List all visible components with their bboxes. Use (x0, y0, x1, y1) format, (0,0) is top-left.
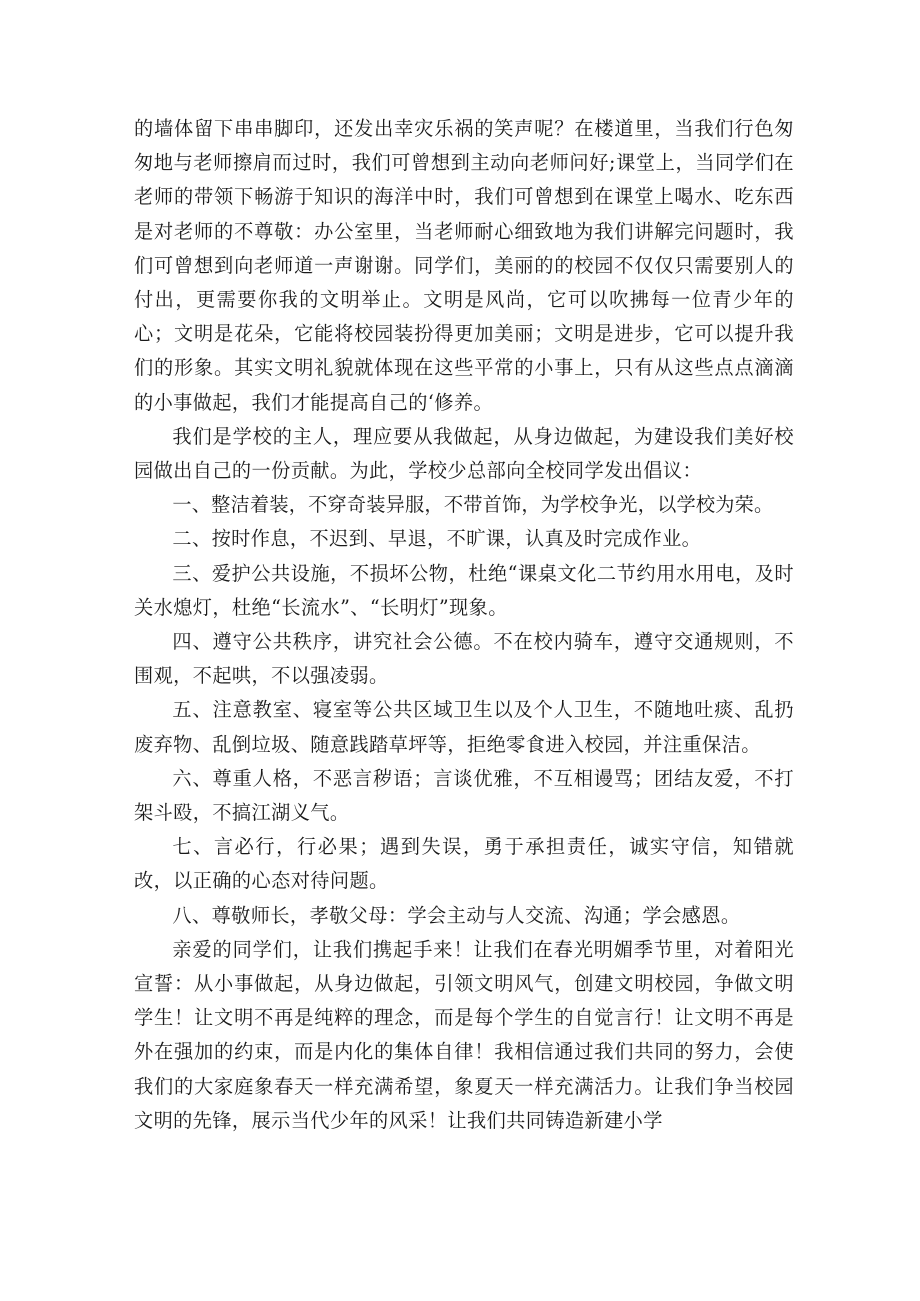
paragraph-civility-examples: 的墙体留下串串脚印，还发出幸灾乐祸的笑声呢？在楼道里，当我们行色匆匆地与老师擦肩而过时，我们可曾想到主动向老师问好;课堂上，当同学们在老师的带领下畅游于知识的海洋中时，我们可曾想到在课堂上喝水、吃东西是对老师的不尊敬：办公室里，当老师耐心细致地为我们讲解完问题时，我们可曾想到向老师道一声谢谢。同学们，美丽的的校园不仅仅只需要别人的付出，更需要你我的文明举止。文明是风尚，它可以吹拂每一位青少年的心；文明是花朵，它能将校园装扮得更加美丽；文明是进步，它可以提升我们的形象。其实文明礼貌就体现在这些平常的小事上，只有从这些点点滴滴的小事做起，我们才能提高自己的‘修养。 (134, 117, 794, 414)
document-body (134, 112, 794, 1138)
paragraph-item-1-dress: 一、整洁着装，不穿奇装异服，不带首饰，为学校争光，以学校为荣。 (172, 493, 774, 517)
paragraph-closing-call: 亲爱的同学们，让我们携起手来！让我们在春光明媚季节里，对着阳光宣誓：从小事做起，从身边做起，引领文明风气，创建文明校园，争做文明学生！让文明不再是纯粹的理念，而是每个学生的自觉言行！让文明不再是外在强加的约束，而是内化的集体自律！我相信通过我们共同的努力，会使我们的大家庭象春天一样充满希望，象夏天一样充满活力。让我们争当校园文明的先锋，展示当代少年的风采！让我们共同铸造新建小学 (134, 937, 794, 1132)
paragraph-item-6-respect: 六、尊重人格，不恶言秽语；言谈优雅，不互相谩骂；团结友爱，不打架斗殴，不搞江湖义气。 (134, 766, 794, 825)
paragraph-item-4-order: 四、遵守公共秩序，讲究社会公德。不在校内骑车，遵守交通规则，不围观，不起哄，不以强凌弱。 (134, 630, 794, 688)
paragraph-item-8-teachers-parents: 八、尊敬师长，孝敬父母：学会主动与人交流、沟通；学会感恩。 (172, 903, 741, 927)
paragraph-item-2-schedule: 二、按时作息，不迟到、早退，不旷课，认真及时完成作业。 (172, 527, 702, 551)
paragraph-item-5-hygiene: 五、注意教室、寝室等公共区域卫生以及个人卫生，不随地吐痰、乱扔废弃物、乱倒垃圾、随意践踏草坪等，拒绝零食进入校园，并注重保洁。 (134, 698, 794, 756)
paragraph-proposal-intro: 我们是学校的主人，理应要从我做起，从身边做起，为建设我们美好校园做出自己的一份贡献。为此，学校少总部向全校同学发出倡议： (134, 424, 794, 483)
paragraph-item-3-facilities: 三、爱护公共设施，不损坏公物，杜绝“课桌文化二节约用水用电，及时关水熄灯，杜绝“长流水”、“长明灯”现象。 (134, 561, 794, 619)
paragraph-item-7-responsibility: 七、言必行，行必果；遇到失误，勇于承担责任，诚实守信，知错就改，以正确的心态对待问题。 (134, 835, 794, 893)
